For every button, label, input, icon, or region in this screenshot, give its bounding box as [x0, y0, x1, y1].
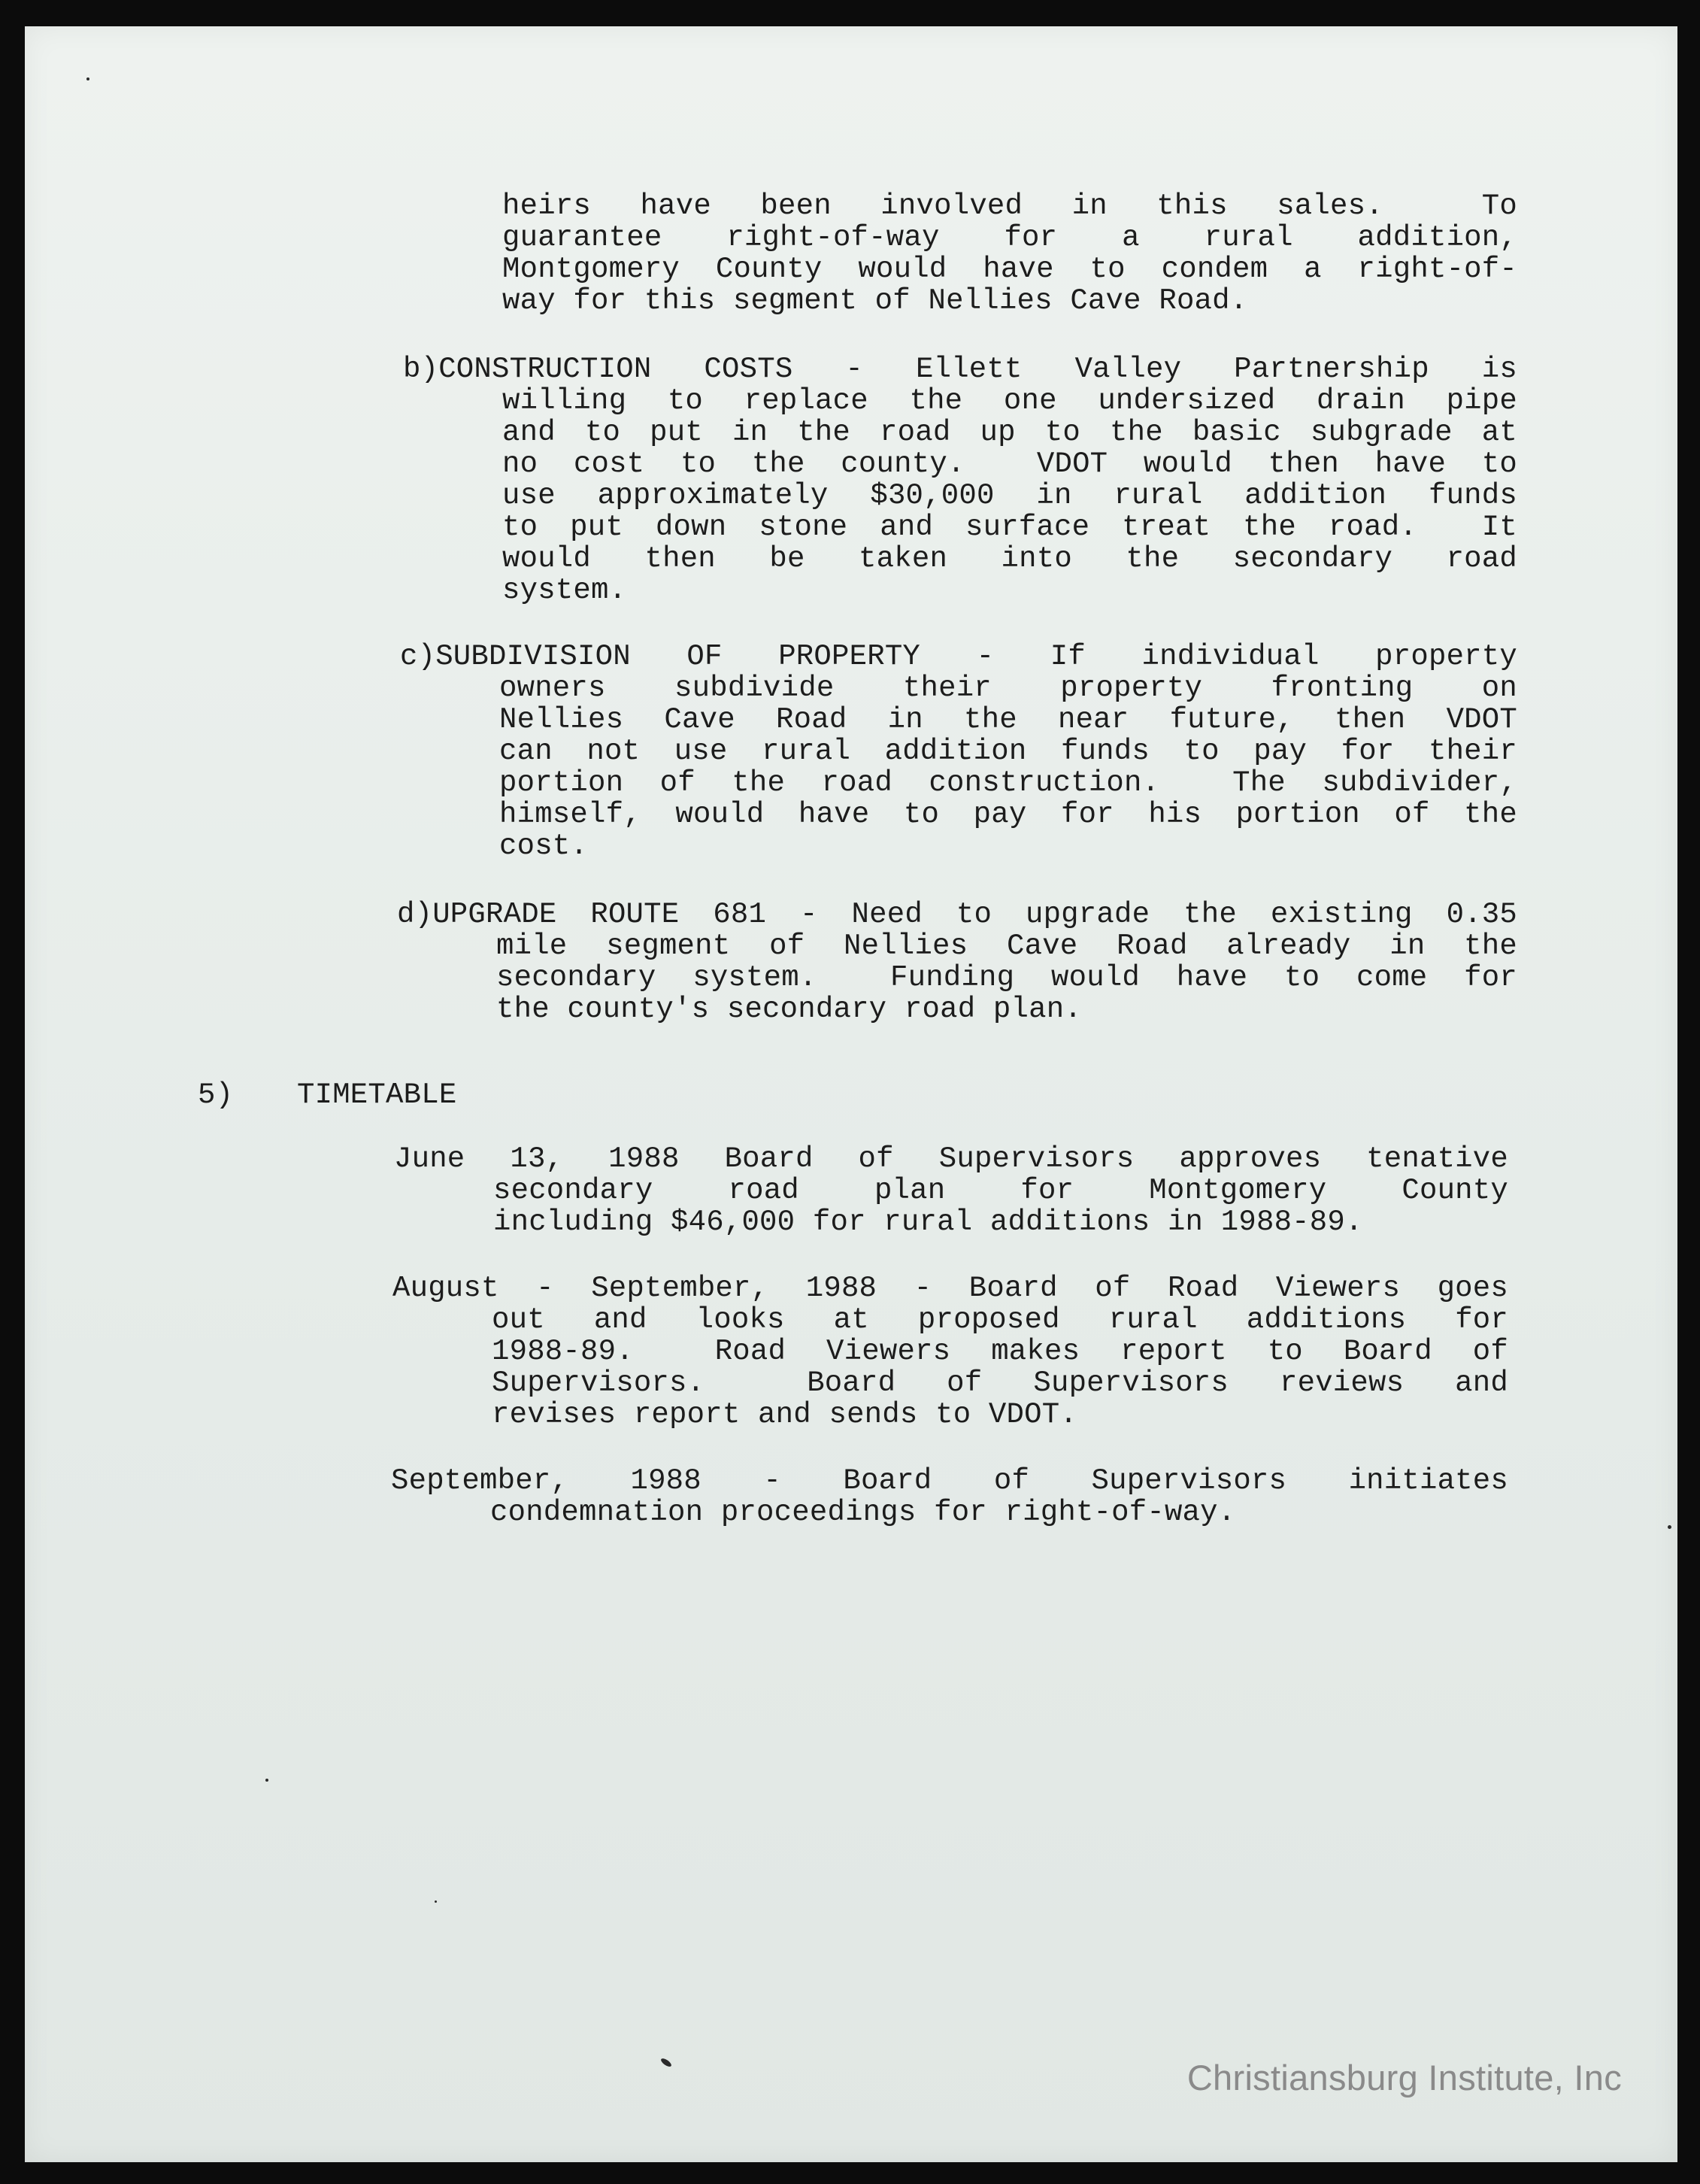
text-line: owners subdivide their property fronting on: [499, 672, 1517, 705]
text-line: can not use rural addition funds to pay for their: [499, 735, 1517, 768]
item-d-upgrade-route-681: [397, 899, 1517, 1025]
text-line: condemnation proceedings for right-of-way.: [490, 1496, 1236, 1529]
text-line: the county's secondary road plan.: [496, 993, 1082, 1026]
text-line: secondary system. Funding would have to come for: [496, 961, 1517, 994]
text-line: use approximately $30,000 in rural addition funds: [502, 479, 1517, 512]
entry-heading-line: August - September, 1988 - Board of Road Viewers goes: [392, 1272, 1508, 1305]
document-page: [25, 26, 1677, 2162]
entry-heading-line: September, 1988 - Board of Supervisors initiates: [391, 1464, 1508, 1497]
text-line: himself, would have to pay for his portion of the: [499, 798, 1517, 831]
entry-heading-line: June 13, 1988 Board of Supervisors approves tenative: [394, 1142, 1508, 1175]
text-line: way for this segment of Nellies Cave Road.: [502, 284, 1248, 317]
item-heading-line: b)CONSTRUCTION COSTS - Ellett Valley Partnership is: [403, 353, 1517, 386]
text-line: system.: [502, 574, 627, 607]
paper-speck: [1668, 1525, 1671, 1529]
paper-speck: [435, 1900, 437, 1903]
item-heading-line: d)UPGRADE ROUTE 681 - Need to upgrade the existing 0.35: [397, 898, 1517, 931]
text-line: out and looks at proposed rural additions for: [492, 1303, 1508, 1336]
text-line: including $46,000 for rural additions in 1988-89.: [493, 1206, 1363, 1239]
paper-speck: [265, 1779, 268, 1782]
text-line: willing to replace the one undersized drain pipe: [502, 384, 1517, 417]
text-line: and to put in the road up to the basic subgrade at: [502, 416, 1517, 449]
text-line: guarantee right-of-way for a rural addition,: [502, 221, 1517, 254]
paper-speck: [86, 77, 89, 80]
text-line: would then be taken into the secondary road: [502, 542, 1517, 575]
text-line: to put down stone and surface treat the road. It: [502, 511, 1517, 544]
text-line: Nellies Cave Road in the near future, then VDOT: [499, 703, 1517, 736]
timetable-entry-june-1988: [394, 1143, 1508, 1238]
section-5-heading: [198, 1078, 457, 1112]
timetable-entry-september-1988: [391, 1465, 1508, 1528]
section-number: 5): [198, 1078, 234, 1112]
continuation-paragraph: [502, 190, 1517, 317]
text-line: no cost to the county. VDOT would then have to: [502, 447, 1517, 481]
item-c-subdivision-of-property: [400, 641, 1517, 862]
text-line: heirs have been involved in this sales. To: [502, 190, 1517, 223]
text-line: Supervisors. Board of Supervisors reviews and: [492, 1367, 1508, 1400]
text-line: mile segment of Nellies Cave Road already in the: [496, 930, 1517, 963]
section-title: TIMETABLE: [297, 1078, 457, 1112]
text-line: cost.: [499, 830, 589, 863]
text-line: portion of the road construction. The subdivider,: [499, 766, 1517, 799]
text-line: 1988-89. Road Viewers makes report to Board of: [492, 1335, 1508, 1368]
text-line: Montgomery County would have to condem a right-of-: [502, 253, 1517, 286]
timetable-entry-august-september-1988: [392, 1272, 1508, 1430]
watermark-text: Christiansburg Institute, Inc: [1186, 2058, 1622, 2098]
item-heading-line: c)SUBDIVISION OF PROPERTY - If individual property: [400, 640, 1517, 673]
paper-speck: [659, 2057, 672, 2068]
item-b-construction-costs: [403, 353, 1517, 606]
text-line: revises report and sends to VDOT.: [492, 1398, 1077, 1431]
text-line: secondary road plan for Montgomery County: [493, 1174, 1508, 1207]
